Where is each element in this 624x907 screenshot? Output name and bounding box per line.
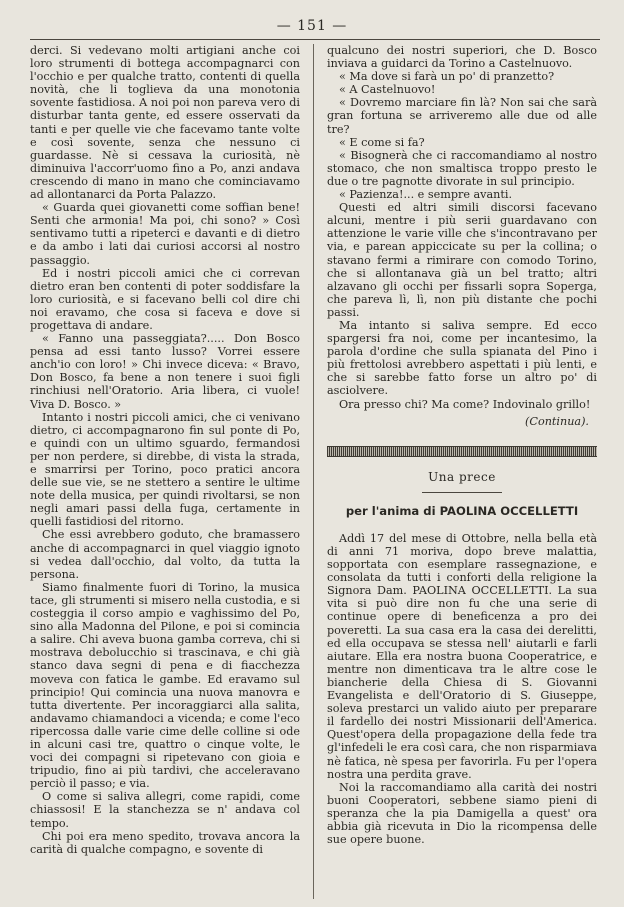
title-rule bbox=[422, 492, 502, 493]
paragraph: Intanto i nostri piccoli amici, che ci venivano dietro, ci accompagnarono fin sul ponte di Po, e quindi con un ultimo sguardo, fermandosi per non perdere, si direbbe, di vista la strada, e smarrirsi per Torino, poco pratici ancora delle sue vie, se ne stettero a sentire le ultime note della musica, per quindi rivoltarsi, se non negli amari passi della fuga, certamente in quelli fastidiosi del ritorno. bbox=[30, 410, 300, 529]
paragraph: « A Castelnuovo! bbox=[339, 83, 436, 97]
paragraph: Questi ed altri simili discorsi facevano alcuni, mentre i più serii guardavano con attenzione le varie ville che s'incontravano per via, e parean appiccicate su per la collina; o stavano fermi a rimirare con comodo Torino, che si allontanava già un bel tratto; altri alzavano gli occhi per fissarli sopra Soperga, che pareva lì, lì, non più distante che pochi passi. bbox=[327, 201, 597, 319]
paragraph: Ma intanto si saliva sempre. Ed ecco spargersi fra noi, come per incantesimo, la parola d'ordine che sulla spianata del Pino i più frettolosi avrebbero aspettati i più lenti, e che si sarebbe fatto forse un altro po' di asciolvere. bbox=[327, 318, 597, 398]
paragraph: « Bisognerà che ci raccomandiamo al nostro stomaco, che non smaltisca troppo presto le due o tre pagnotte divorate in sul principio. bbox=[327, 148, 597, 188]
section-separator bbox=[327, 446, 597, 457]
paragraph: Addì 17 del mese di Ottobre, nella bella età di anni 71 moriva, dopo breve malattia, sopportata con esemplare rassegnazione, e consolata da tutti i conforti della religione la Signora Dam. PAOLINA OCCELLETTI. La sua vita si può dire non fu che una serie di continue opere di beneficenza a pro dei poveretti. La sua casa era la casa dei derelitti, ed ella occupava se stessa nell' aiutarli e farli aiutare. Ella era nostra buona Cooperatrice, e mentre non dimenticava tra le altre cose le biancherie della Chiesa di S. Giovanni Evangelista e dell'Oratorio di S. Giuseppe, soleva prestarci un valido aiuto per preparare il fardello dei nostri Missionarii dell'America. Quest'opera della propagazione della fede tra gl'infedeli le era così cara, che non risparmiava nè fatica, nè spesa per favorirla. Fu per l'opera nostra una perdita grave. bbox=[327, 531, 597, 781]
paragraph: « Dovremo marciare fin là? Non sai che sarà gran fortuna se arriveremo alle due od alle tre? bbox=[327, 96, 597, 136]
paragraph: Ora presso chi? Ma come? Indovinalo grillo! bbox=[339, 397, 591, 411]
paragraph: « Guarda quei giovanetti come soffian bene! Senti che armonia! Ma poi, chi sono? » Così sentivamo tutti a ripeterci e davanti e di dietro e da ambo i lati dai curiosi accorsi al nostro passaggio. bbox=[30, 201, 300, 267]
prayer-title: Una prece bbox=[428, 469, 496, 484]
paragraph: « Fanno una passeggiata?..... Don Bosco pensa ad essi tanto lusso? Vorrei essere anch'io con loro! » Chi invece diceva: « Bravo, Don Bosco, fa bene a non tenere i suoi figli rinchiusi nell'Oratorio. Aria libera, ci vuole! Viva D. Bosco. » bbox=[30, 332, 300, 411]
paragraph: Siamo finalmente fuori di Torino, la musica tace, gli strumenti si misero nella custodia, e si costeggia il corso ampio e vaghissimo del Po, sino alla Madonna del Pilone, e poi si comincia a salire. Chi aveva buona gamba correva, chi si mostrava debolucchio si trascinava, e chi già stanco dava segni di pena e di fiacchezza moveva con fatica le gambe. Ed eravamo sul principio! Qui comincia una nuova manovra e tutta divertente. Per incoraggiarci alla salita, andavamo chiamandoci a vicenda; e come l'eco ripercossa dalle varie cime delle colline si ode in alcuni casi tre, quattro o cinque volte, le voci dei compagni si ripetevano con gioia e tripudio, fino ai più tardivi, che acceleravano perciò il passo; e via. bbox=[30, 580, 300, 791]
paragraph: Chi poi era meno spedito, trovava ancora la carità di qualche compagno, e sovente di bbox=[30, 829, 300, 856]
paragraph: Noi la raccomandiamo alla carità dei nostri buoni Cooperatori, sebbene siamo pieni di speranza che la pia Damigella a quest' ora abbia già ricevuta in Dio la ricompensa delle sue opere buone. bbox=[327, 780, 597, 847]
paragraph: Ed i nostri piccoli amici che ci correvan dietro eran ben contenti di poter soddisfare la loro curiosità, e si facevano belli col dire chi noi eravamo, che cosa si faceva e dove si progettava di andare. bbox=[30, 266, 300, 332]
page-number: — 151 — bbox=[276, 18, 348, 34]
column-divider bbox=[313, 44, 314, 899]
left-column bbox=[30, 44, 300, 856]
continua-label: (Continua). bbox=[525, 414, 589, 428]
paragraph: « E come si fa? bbox=[339, 135, 425, 149]
paragraph: « Ma dove si farà un po' di pranzetto? bbox=[339, 70, 555, 84]
paragraph: Che essi avrebbero goduto, che bramassero anche di accompagnarci in quel viaggio ignoto si vedea dall'occhio, dal volto, da tutta la persona. bbox=[30, 528, 300, 581]
paragraph: qualcuno dei nostri superiori, che D. Bosco inviava a guidarci da Torino a Castelnuovo. bbox=[327, 44, 597, 71]
paragraph: O come si saliva allegri, come rapidi, come chiassosi! E la stanchezza se n' andava col tempo. bbox=[30, 790, 300, 830]
paragraph: « Pazienza!... e sempre avanti. bbox=[339, 188, 513, 202]
prayer-subtitle: per l'anima di PAOLINA OCCELLETTI bbox=[345, 503, 579, 518]
header-rule bbox=[30, 39, 600, 40]
right-column bbox=[327, 44, 597, 846]
paragraph: derci. Si vedevano molti artigiani anche coi loro strumenti di bottega accompagnarci con l'occhio e per qualche tratto, contenti di quella novità, che li toglieva da una monotonia sovente fastidiosa. A noi poi non pareva vero di disturbar tanta gente, ed essere osservati da tanti e per quelle vie che facevamo tante volte e così sovente, senza che nessuno ci guardasse. Nè si cessava la curiosità, nè diminuiva l'accorr'uomo fino a Po, anzi andava crescendo di mano in mano che cominciavamo ad allontanarci da Porta Palazzo. bbox=[30, 44, 300, 202]
